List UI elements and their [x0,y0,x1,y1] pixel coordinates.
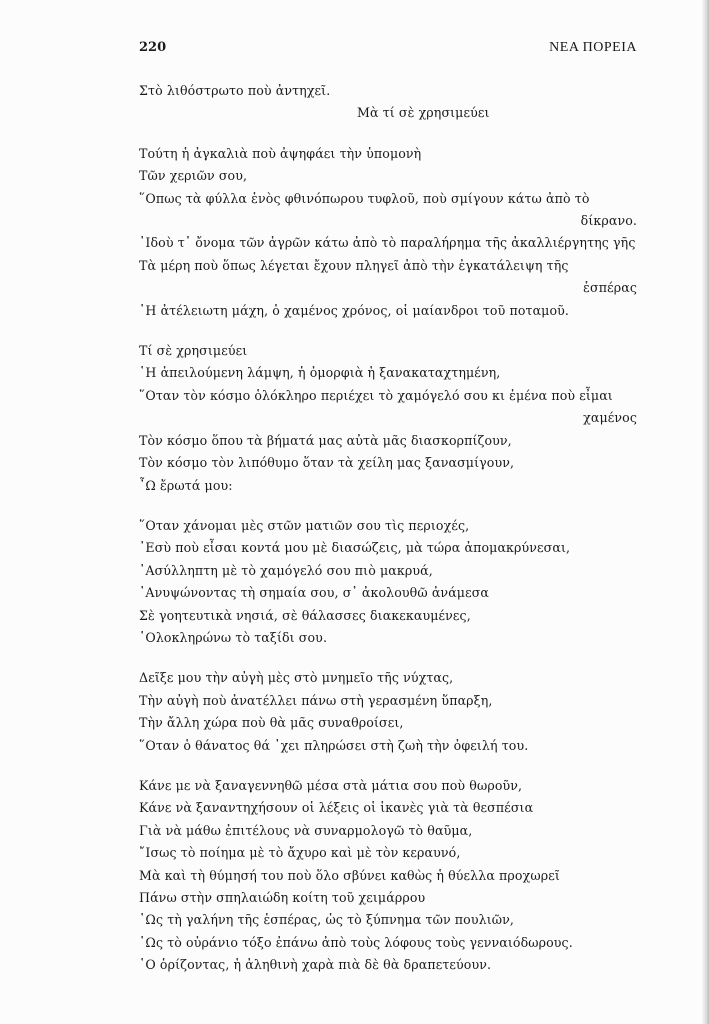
poem-body [139,80,637,977]
poem-line-turnover: δίκρανο. [580,213,637,229]
poem-line: Τῶν χεριῶν σου, [139,168,248,184]
poem-line: ῾Η ἀτέλειωτη μάχη, ὁ χαμένος χρόνος, οἱ μαίανδροι τοῦ ποταμοῦ. [139,302,570,318]
stanza-break [139,497,637,515]
running-head: ΝΕΑ ΠΟΡΕΙΑ [549,40,637,55]
poem-line: Τὰ μέρη ποὺ ὅπως λέγεται ἔχουν πληγεῖ ἀπὸ τὴν ἐγκατάλειψη τῆς [139,257,569,273]
poem-line: Μὰ τί σὲ χρησιμεύει [357,105,490,121]
poem-line: ῞Οταν χάνομαι μὲς στῶν ματιῶν σου τὶς περιοχές, [139,517,470,533]
poem-line: ῞Οπως τὰ φύλλα ἑνὸς φθινόπωρου τυφλοῦ, ποὺ σμίγουν κάτω ἀπὸ τὸ [139,190,590,206]
poem-line: ῏Ω ἔρωτά μου: [139,477,233,493]
poem-line: ῾Ως τὸ οὐράνιο τόξο ἐπάνω ἀπὸ τοὺς λόφους τοὺς γενναιόδωρους. [139,934,573,950]
poem-line: Τί σὲ χρησιμεύει [139,343,248,359]
poem-line: ῾Ως τὴ γαλήνη τῆς ἑσπέρας, ὡς τὸ ξύπνημα τῶν πουλιῶν, [139,912,514,928]
poem-line: Τὸν κόσμο τὸν λιπόθυμο ὅταν τὰ χείλη μας ξανασμίγουν, [139,455,515,471]
poem-line: Μὰ καὶ τὴ θύμησή του ποὺ ὅλο σβύνει καθὼς ἡ θύελλα προχωρεῖ [139,867,560,883]
poem-line: Τούτη ἡ ἀγκαλιὰ ποὺ ἀψηφάει τὴν ὑπομονὴ [139,145,422,161]
stanza-break [139,649,637,667]
poem-line: ᾿Ασύλληπτη μὲ τὸ χαμόγελό σου πιὸ μακρυά, [139,562,433,578]
stanza-break [139,125,637,143]
poem-line-turnover: ἑσπέρας [583,280,637,296]
poem-line: Τὴν αὐγὴ ποὺ ἀνατέλλει πάνω στὴ γερασμένη ὕπαρξη, [139,692,493,708]
page-header [139,40,637,64]
poem-line: Κάνε με νὰ ξαναγεννηθῶ μέσα στὰ μάτια σου ποὺ θωροῦν, [139,777,523,793]
poem-line: ῾Ο ὁρίζοντας, ἡ ἀληθινὴ χαρὰ πιὰ δὲ θὰ δραπετεύουν. [139,957,492,973]
poem-line: ῞Οταν ὁ θάνατος θά ᾽χει πληρώσει στὴ ζωὴ τὴν ὀφειλή του. [139,737,529,753]
page-number: 220 [139,40,167,55]
poem-line: ᾿Εσὺ ποὺ εἶσαι κοντά μου μὲ διασώζεις, μὰ τώρα ἀπομακρύνεσαι, [139,540,571,556]
poem-line: ῾Ολοκληρώνω τὸ ταξίδι σου. [139,629,328,645]
page-edge-shadow [701,0,709,1024]
poem-line: ᾿Ανυψώνοντας τὴ σημαία σου, σ᾿ ἀκολουθῶ ἀνάμεσα [139,585,490,601]
poem-line: ῎Ισως τὸ ποίημα μὲ τὸ ἄχυρο καὶ μὲ τὸν κεραυνό, [139,845,461,861]
poem-line: Κάνε νὰ ξαναντηχήσουν οἱ λέξεις οἱ ἱκανὲς γιὰ τὰ θεσπέσια [139,800,534,816]
stanza-break [139,322,637,340]
poem-line: ῞Οταν τὸν κόσμο ὁλόκληρο περιέχει τὸ χαμόγελό σου κι ἐμένα ποὺ εἶμαι [139,387,613,403]
poem-line: Δεῖξε μου τὴν αὐγὴ μὲς στὸ μνημεῖο τῆς νύχτας, [139,670,454,686]
poem-line: Τὴν ἄλλη χώρα ποὺ θὰ μᾶς συναθροίσει, [139,715,404,731]
stanza-break [139,757,637,775]
poem-line: ᾿Ιδοὺ τ᾿ ὄνομα τῶν ἀγρῶν κάτω ἀπὸ τὸ παραλήρημα τῆς ἀκαλλιέργητης γῆς [139,235,636,251]
poem-line: Σὲ γοητευτικὰ νησιά, σὲ θάλασσες διακεκαυμένες, [139,607,471,623]
poem-line-turnover: χαμένος [583,410,637,426]
poem-line: ῾Η ἀπειλούμενη λάμψη, ἡ ὀμορφιὰ ἡ ξανακαταχτημένη, [139,365,501,381]
poem-line: Γιὰ νὰ μάθω ἐπιτέλους νὰ συναρμολογῶ τὸ θαῦμα, [139,822,473,838]
poem-line: Τὸν κόσμο ὅπου τὰ βήματά μας αὐτὰ μᾶς διασκορπίζουν, [139,432,512,448]
poem-line: Πάνω στὴν σπηλαιώδη κοίτη τοῦ χειμάρρου [139,890,426,905]
poem-line: Στὸ λιθόστρωτο ποὺ ἀντηχεῖ. [139,83,331,98]
